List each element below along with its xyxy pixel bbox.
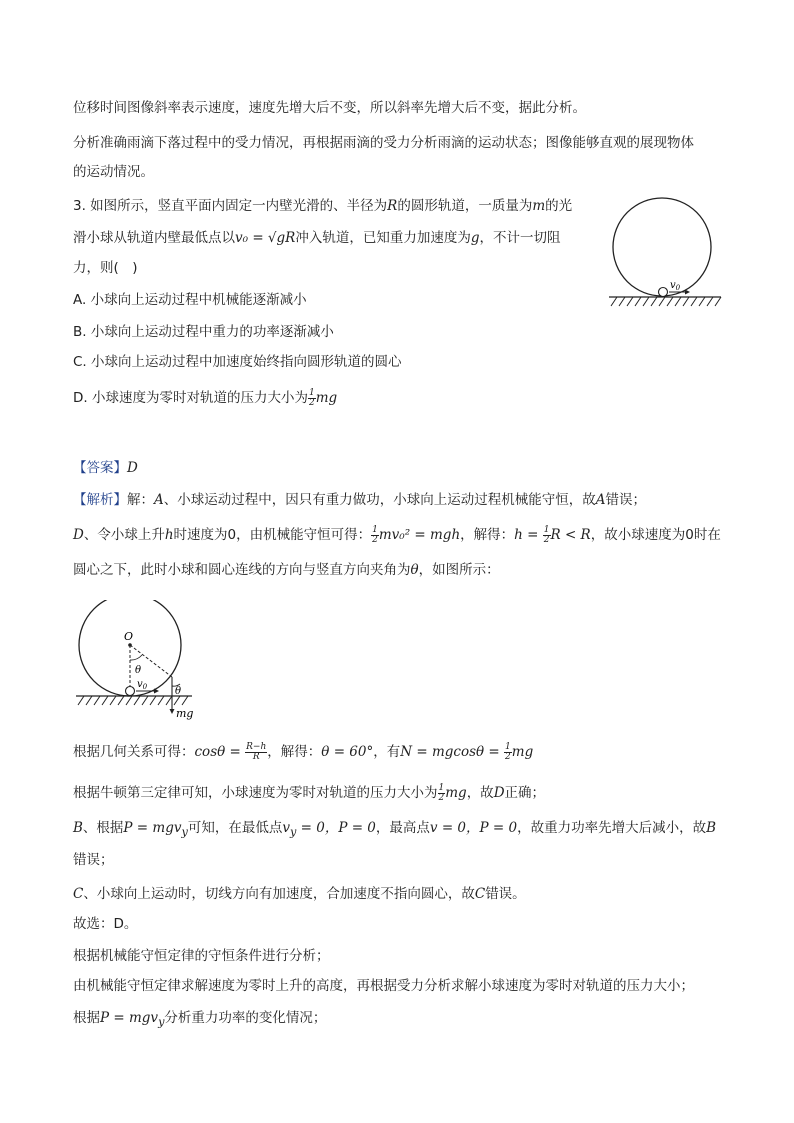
text-line: 分析准确雨滴下落过程中的受力情况，再根据雨滴的受力分析雨滴的运动状态；图像能够直观的展现物体 <box>73 135 694 151</box>
question-line: 滑小球从轨道内壁最低点以v₀ = √gR冲入轨道，已知重力加速度为g，不计一切阻 <box>73 230 561 246</box>
v0-label: $v_0$ <box>137 679 148 691</box>
analysis-line: 根据P = mgv$_y$分析重力功率的变化情况； <box>73 1010 327 1029</box>
analysis-line: 由机械能守恒定律求解速度为零时上升的高度，再根据受力分析求解小球速度为零时对轨道的压力大小； <box>73 978 694 994</box>
analysis-line: 根据几何关系可得：cosθ = $\frac{R-h}{R}$ ，解得：θ = 60°，有N = mgcosθ = $\frac{1}{2}$ mg <box>73 741 534 762</box>
origin-label: O <box>124 630 134 643</box>
figure-circular-track <box>603 196 728 316</box>
answer-line: 【答案】D <box>73 460 138 476</box>
analysis-line: D、令小球上升h时速度为0，由机械能守恒可得： $\frac{1}{2}$ mv₀² = mgh，解得：h = $\frac{1}{2}$ R < R，故小球速度为0时在 <box>73 524 721 545</box>
analysis-line: 错误； <box>73 852 114 868</box>
theta-label-2: θ <box>175 686 182 697</box>
question-line: 3. 如图所示，竖直平面内固定一内壁光滑的、半径为R的圆形轨道，一质量为m的光 <box>73 198 573 214</box>
analysis-line: 根据牛顿第三定律可知，小球速度为零时对轨道的压力大小为 $\frac{1}{2}$ mg，故D正确； <box>73 782 546 803</box>
option-b: B. 小球向上运动过程中重力的功率逐渐减小 <box>73 324 334 340</box>
theta-label: θ <box>135 665 142 676</box>
analysis-line: 根据机械能守恒定律的守恒条件进行分析； <box>73 948 330 964</box>
analysis-line: B、根据P = mgv$_y$可知，在最低点$v_y = 0$，P = 0，最高点v = 0，P = 0，故重力功率先增大后减小，故B <box>73 820 717 839</box>
mg-label: mg <box>176 707 194 720</box>
question-line: 力，则( ) <box>73 260 138 276</box>
text-line: 位移时间图像斜率表示速度，速度先增大后不变，所以斜率先增大后不变，据此分析。 <box>73 100 586 116</box>
option-a: A. 小球向上运动过程中机械能逐渐减小 <box>73 292 307 308</box>
v0-label: $v_0$ <box>670 280 681 292</box>
analysis-line: 故选：D。 <box>73 916 138 932</box>
analysis-line: 【解析】解：A、小球运动过程中，因只有重力做功，小球向上运动过程机械能守恒，故A错误； <box>73 492 646 508</box>
option-c: C. 小球向上运动过程中加速度始终指向圆形轨道的圆心 <box>73 354 402 370</box>
analysis-line: C、小球向上运动时，切线方向有加速度，合加速度不指向圆心，故C错误。 <box>73 886 526 902</box>
option-d: D. 小球速度为零时对轨道的压力大小为 $\frac{1}{2}$ mg <box>73 387 338 408</box>
text-line: 的运动情况。 <box>73 164 154 180</box>
analysis-line: 圆心之下，此时小球和圆心连线的方向与竖直方向夹角为θ，如图所示： <box>73 562 500 578</box>
figure-force-analysis <box>72 600 212 725</box>
